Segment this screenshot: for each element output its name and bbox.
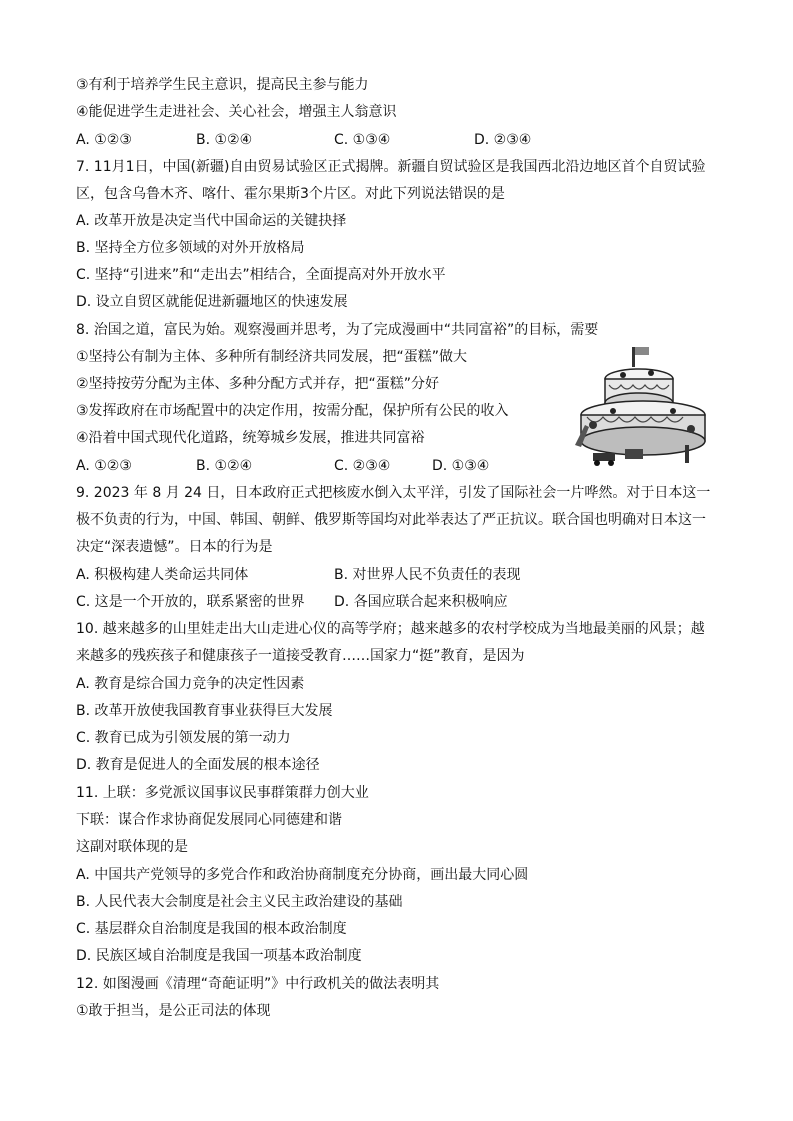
q9-stem-line1: 9. 2023 年 8 月 24 日，日本政府正式把核废水倒入太平洋，引发了国际社会一片哗然。对于日本这一: [76, 485, 711, 501]
q9-option-d: D. 各国应联合起来积极响应: [334, 594, 508, 610]
q6-option-c: C. ①③④: [334, 132, 391, 148]
q6-option-d: D. ②③④: [474, 132, 532, 148]
cake-cartoon: [573, 345, 713, 470]
q12-statement-1: ①敢于担当，是公正司法的体现: [76, 1003, 271, 1019]
q11-lower-couplet: 下联：谋合作求协商促发展同心同德建和谐: [76, 812, 342, 828]
q11-option-d: D. 民族区域自治制度是我国一项基本政治制度: [76, 948, 362, 964]
q8-option-b: B. ①②④: [196, 458, 253, 474]
q10-stem-line1: 10. 越来越多的山里娃走出大山走进心仪的高等学府；越来越多的农村学校成为当地最美丽的风景；越: [76, 621, 705, 637]
q10-option-b: B. 改革开放使我国教育事业获得巨大发展: [76, 703, 333, 719]
q11-option-a: A. 中国共产党领导的多党合作和政治协商制度充分协商，画出最大同心圆: [76, 867, 529, 883]
q11-option-b: B. 人民代表大会制度是社会主义民主政治建设的基础: [76, 894, 403, 910]
q7-option-b: B. 坚持全方位多领域的对外开放格局: [76, 240, 305, 256]
q8-statement-2: ②坚持按劳分配为主体、多种分配方式并存，把“蛋糕”分好: [76, 376, 440, 392]
q10-option-c: C. 教育已成为引领发展的第一动力: [76, 730, 291, 746]
q7-option-a: A. 改革开放是决定当代中国命运的关键抉择: [76, 213, 347, 229]
q9-option-a: A. 积极构建人类命运共同体: [76, 567, 249, 583]
q9-option-c: C. 这是一个开放的，联系紧密的世界: [76, 594, 305, 610]
q6-statement-4: ④能促进学生走进社会、关心社会，增强主人翁意识: [76, 104, 397, 120]
q10-option-d: D. 教育是促进人的全面发展的根本途径: [76, 757, 320, 773]
q8-statement-3: ③发挥政府在市场配置中的决定作用，按需分配，保护所有公民的收入: [76, 403, 509, 419]
q10-option-a: A. 教育是综合国力竞争的决定性因素: [76, 676, 305, 692]
q7-option-d: D. 设立自贸区就能促进新疆地区的快速发展: [76, 294, 348, 310]
q8-stem: 8. 治国之道，富民为始。观察漫画并思考，为了完成漫画中“共同富裕”的目标，需要: [76, 322, 599, 338]
q8-option-c: C. ②③④: [334, 458, 391, 474]
q7-option-c: C. 坚持“引进来”和“走出去”相结合，全面提高对外开放水平: [76, 267, 446, 283]
q11-upper-couplet: 11. 上联：多党派议国事议民事群策群力创大业: [76, 785, 369, 801]
q8-statement-4: ④沿着中国式现代化道路，统筹城乡发展，推进共同富裕: [76, 430, 425, 446]
q11-stem: 这副对联体现的是: [76, 839, 188, 855]
q6-statement-3: ③有利于培养学生民主意识，提高民主参与能力: [76, 77, 369, 93]
q6-option-b: B. ①②④: [196, 132, 253, 148]
q6-option-a: A. ①②③: [76, 132, 132, 148]
q7-stem-line1: 7. 11月1日，中国(新疆)自由贸易试验区正式揭牌。新疆自贸试验区是我国西北沿边地区首个自贸试验: [76, 159, 706, 175]
q8-option-d: D. ①③④: [432, 458, 490, 474]
q10-stem-line2: 来越多的残疾孩子和健康孩子一道接受教育……国家力“挺”教育，是因为: [76, 648, 525, 664]
q9-stem-line3: 决定“深表遗憾”。日本的行为是: [76, 539, 273, 555]
q8-statement-1: ①坚持公有制为主体、多种所有制经济共同发展，把“蛋糕”做大: [76, 349, 468, 365]
q12-stem: 12. 如图漫画《清理“奇葩证明”》中行政机关的做法表明其: [76, 976, 440, 992]
q7-stem-line2: 区，包含乌鲁木齐、喀什、霍尔果斯3个片区。对此下列说法错误的是: [76, 186, 505, 202]
q8-option-a: A. ①②③: [76, 458, 132, 474]
q9-stem-line2: 极不负责的行为，中国、韩国、朝鲜、俄罗斯等国均对此举表达了严正抗议。联合国也明确对日本这一: [76, 512, 706, 528]
q11-option-c: C. 基层群众自治制度是我国的根本政治制度: [76, 921, 347, 937]
q9-option-b: B. 对世界人民不负责任的表现: [334, 567, 521, 583]
